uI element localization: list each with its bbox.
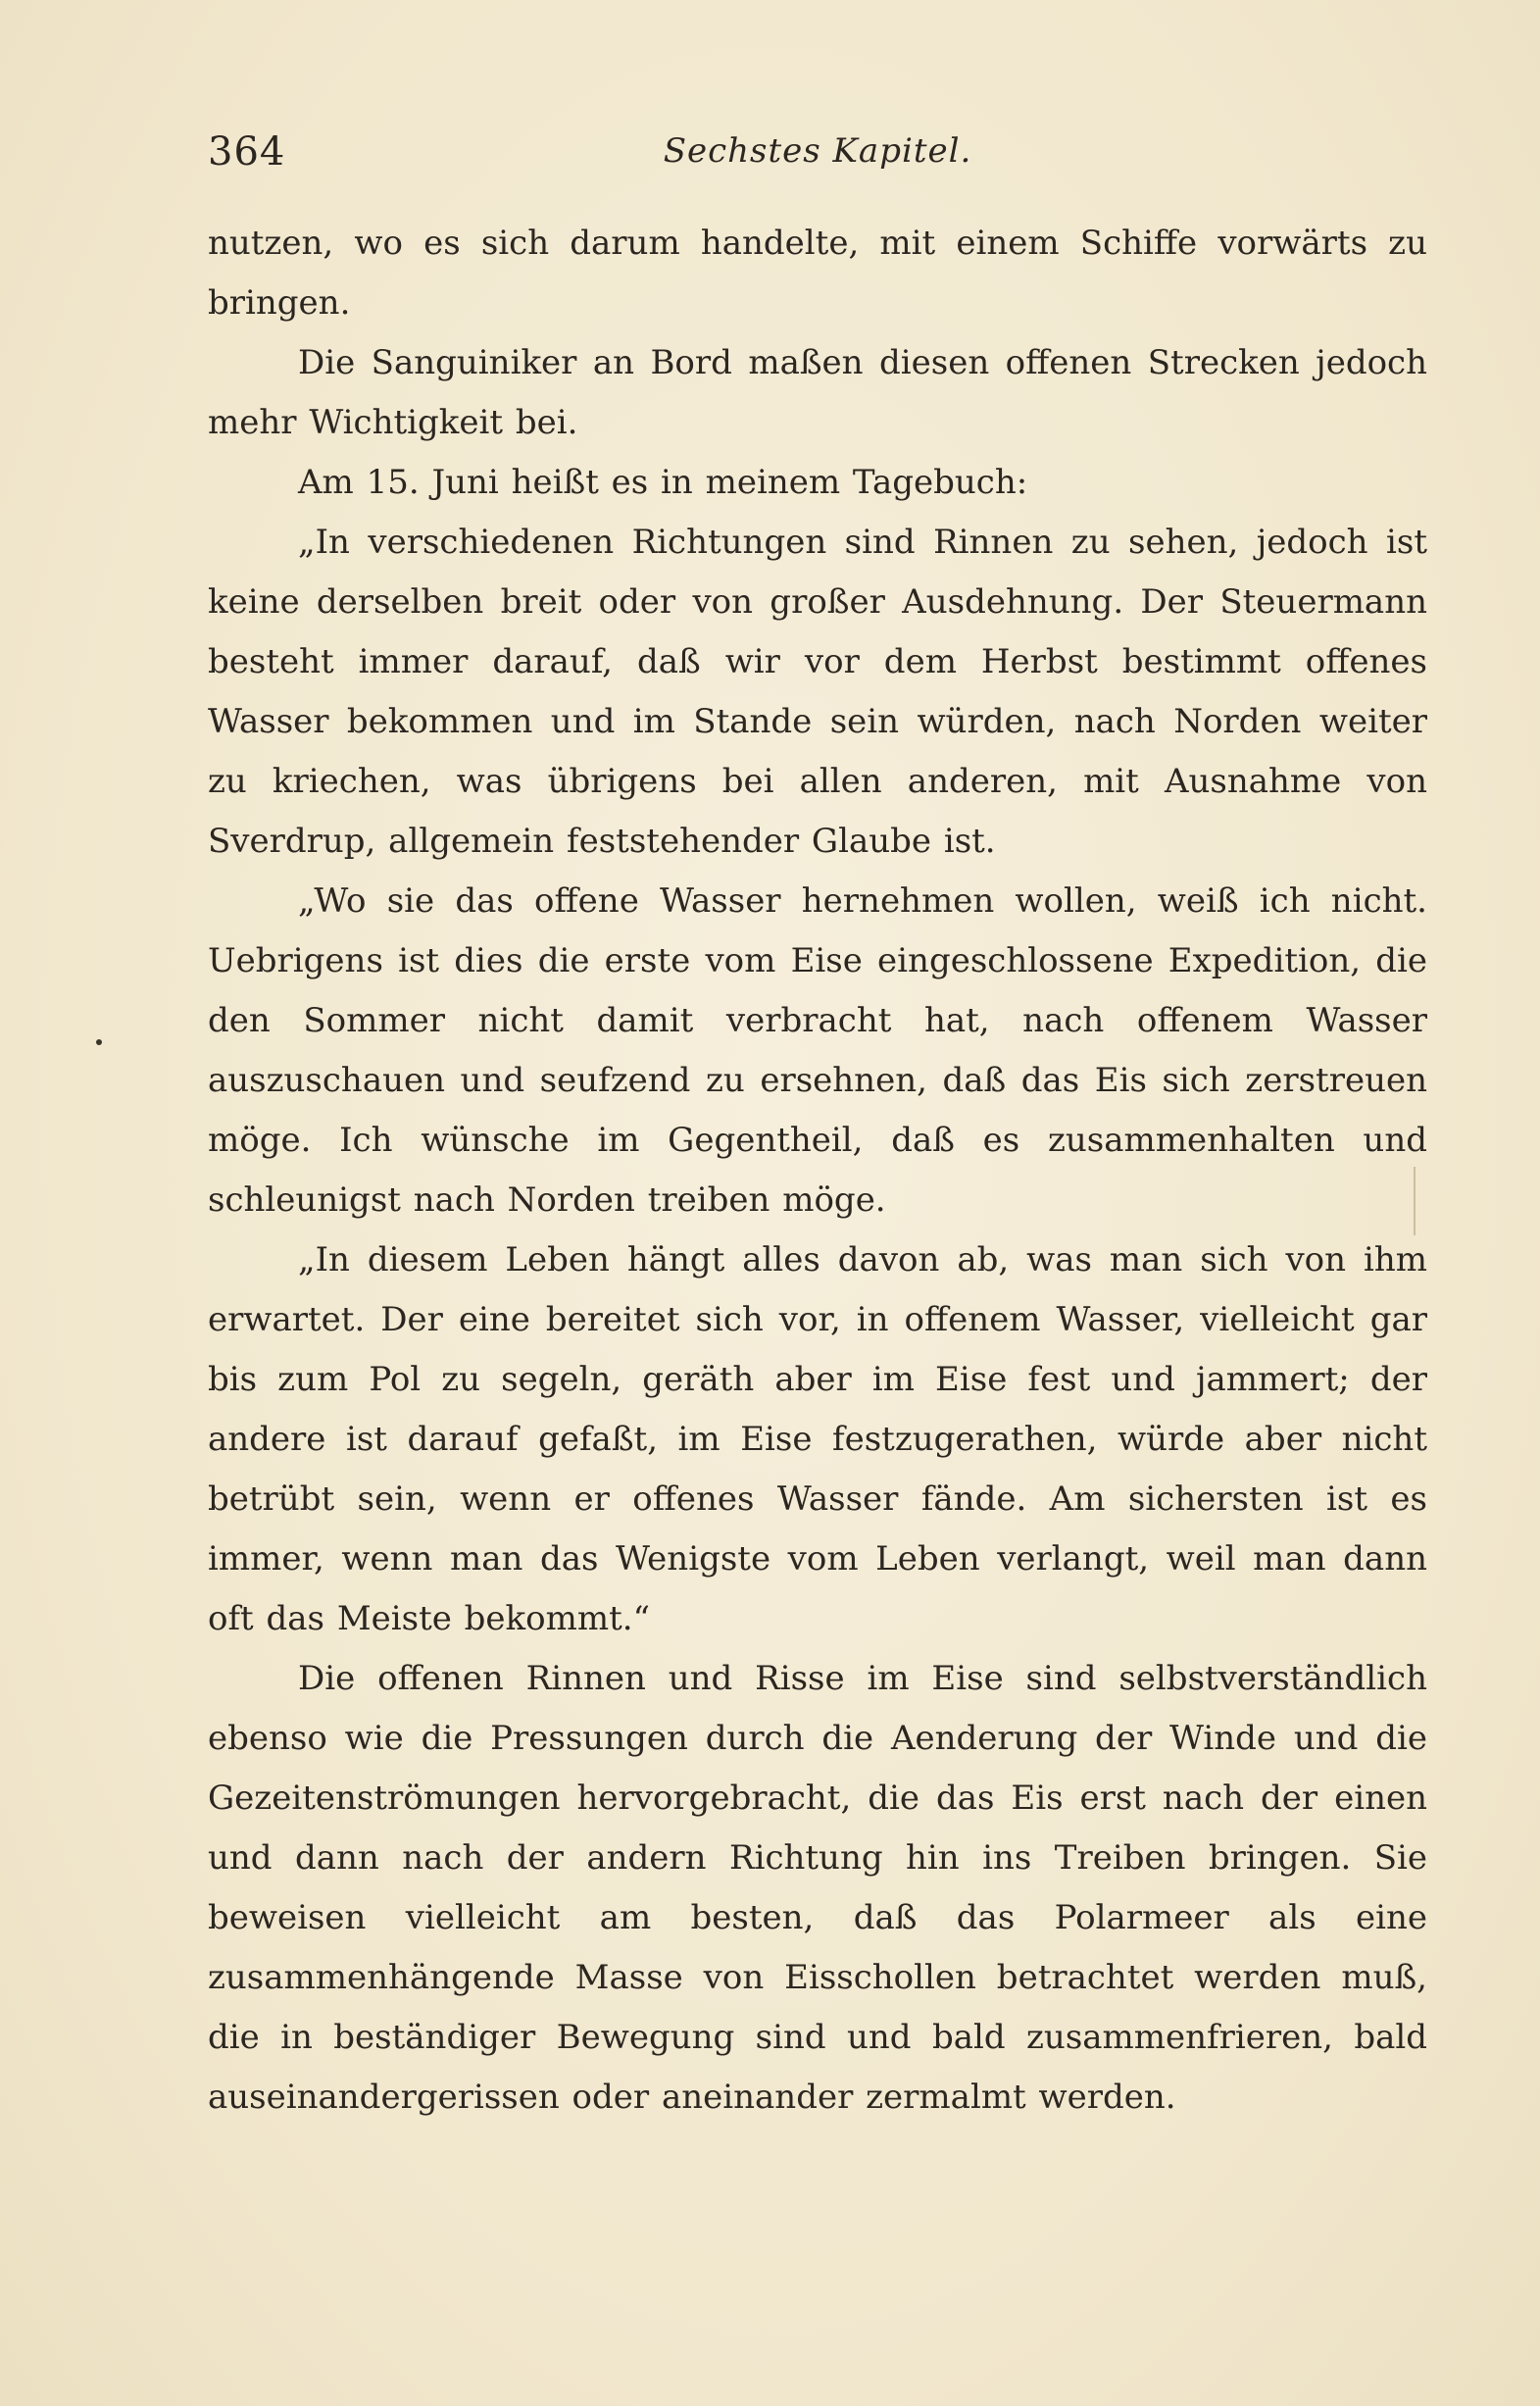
page-header [208, 129, 1427, 188]
paragraph: Am 15. Juni heißt es in meinem Tagebuch: [298, 463, 1028, 502]
paragraph: Die offenen Rinnen und Risse im Eise sind selbstverständlich ebenso wie die Pressungen durch die Aenderung der Winde und die Gezeitenströmungen hervorgebracht, die das Eis erst nach der einen und dann nach der andern Richtung hin ins Treiben bringen. Sie beweisen vielleicht am besten, daß das Polarmeer als eine zusammenhängende Masse von Eisschollen betrachtet werden muß, die in beständiger Bewegung sind und bald zusammenfrieren, bald auseinandergerissen oder aneinander zermalmt werden. [208, 1659, 1427, 2117]
paragraph: „In verschiedenen Richtungen sind Rinnen zu sehen, jedoch ist keine derselben breit oder von großer Ausdehnung. Der Steuermann besteht immer darauf, daß wir vor dem Herbst bestimmt offenes Wasser bekommen und im Stande sein würden, nach Norden weiter zu kriechen, was übrigens bei allen anderen, mit Ausnahme von Sverdrup, allgemein feststehender Glaube ist. [208, 523, 1427, 861]
running-head: Sechstes Kapitel. [663, 131, 972, 171]
page-number: 364 [208, 129, 286, 175]
paragraph: „In diesem Leben hängt alles davon ab, was man sich von ihm erwartet. Der eine bereitet sich vor, in offenem Wasser, vielleicht gar bis zum Pol zu segeln, geräth aber im Eise fest und jammert; der andere ist darauf gefaßt, im Eise festzugerathen, würde aber nicht betrübt sein, wenn er offenes Wasser fände. Am sichersten ist es immer, wenn man das Wenigste vom Leben verlangt, weil man dann oft das Meiste bekommt.“ [208, 1240, 1427, 1638]
paragraph: nutzen, wo es sich darum handelte, mit einem Schiffe vorwärts zu bringen. [208, 224, 1427, 323]
body-text [208, 214, 1427, 2128]
margin-dot [96, 1039, 102, 1045]
paragraph: Die Sanguiniker an Bord maßen diesen offenen Strecken jedoch mehr Wichtigkeit bei. [208, 343, 1427, 442]
paragraph: „Wo sie das offene Wasser hernehmen wollen, weiß ich nicht. Uebrigens ist dies die erste vom Eise eingeschlossene Expedition, die den Sommer nicht damit verbracht hat, nach offenem Wasser auszuschauen und seufzend zu ersehnen, daß das Eis sich zerstreuen möge. Ich wünsche im Gegentheil, daß es zusammenhalten und schleunigst nach Norden treiben möge. [208, 881, 1427, 1220]
